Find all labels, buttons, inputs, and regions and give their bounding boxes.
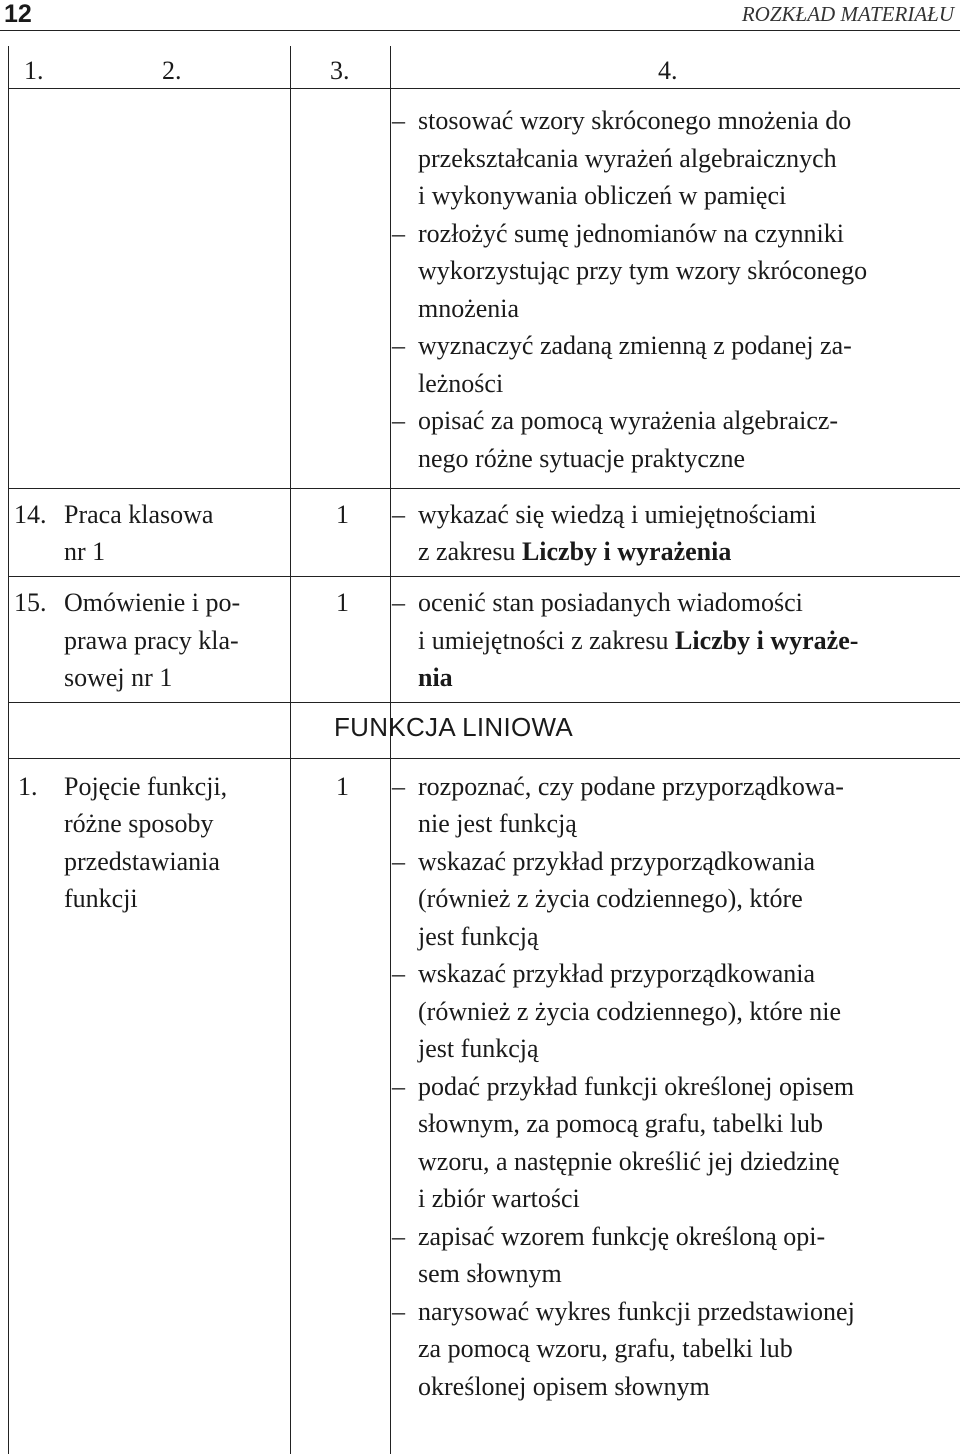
objective-line: nie jest funkcją [418, 809, 577, 838]
objective-line: nia [418, 663, 453, 692]
objective-line: za pomocą wzoru, grafu, tabelki lub [418, 1334, 793, 1363]
hours: 1 [336, 588, 349, 617]
page-header [0, 0, 960, 26]
objective-line: rozpoznać, czy podane przyporządkowa- [418, 772, 844, 801]
page-number: 12 [4, 0, 32, 28]
list-item-line: wykorzystując przy tym wzory skróconego [418, 256, 868, 285]
topic-line: Omówienie i po- [64, 588, 241, 617]
row-divider-14 [8, 488, 960, 489]
list-item-line: rozłożyć sumę jednomianów na czynniki [418, 219, 844, 248]
topic-line: prawa pracy kla- [64, 626, 239, 655]
list-item-line: nego różne sytuacje praktyczne [418, 444, 746, 473]
objective-line: i zbiór wartości [418, 1184, 580, 1213]
row-divider-section-end [8, 758, 960, 759]
topic-line: funkcji [64, 884, 138, 913]
column-divider-2 [290, 46, 291, 1454]
row-number: 1. [18, 772, 38, 801]
list-item-line: i wykonywania obliczeń w pamięci [418, 181, 787, 210]
column-header-3: 3. [330, 56, 350, 85]
objective-line: określonej opisem słownym [418, 1372, 710, 1401]
column-divider-3 [390, 46, 391, 1454]
running-title: ROZKŁAD MATERIAŁU [741, 2, 954, 26]
objective-line: wykazać się wiedzą i umiejętnościami [418, 500, 817, 529]
objective-line: podać przykład funkcji określonej opisem [418, 1072, 855, 1101]
topic-line: Praca klasowa [64, 500, 214, 529]
row-divider-section [8, 702, 960, 703]
row-divider-15 [8, 576, 960, 577]
header-rule [0, 30, 960, 31]
objective-line: z zakresu Liczby i wyrażenia [418, 537, 732, 566]
row-number: 14. [14, 500, 47, 529]
section-title: FUNKCJA LINIOWA [334, 712, 574, 742]
list-item-line: opisać za pomocą wyrażenia algebraicz- [418, 406, 839, 435]
hours: 1 [336, 500, 349, 529]
list-item-line: wyznaczyć zadaną zmienną z podanej za- [418, 331, 852, 360]
topic-line: różne sposoby [64, 809, 214, 838]
topic-line: sowej nr 1 [64, 663, 173, 692]
objective-line: (również z życia codziennego), które nie [418, 997, 842, 1026]
column-header-2: 2. [162, 56, 182, 85]
objective-line: wskazać przykład przyporządkowania [418, 959, 816, 988]
topic-line: przedstawiania [64, 847, 220, 876]
objective-line: jest funkcją [418, 922, 539, 951]
topic-line: nr 1 [64, 537, 106, 566]
table-left-border [8, 46, 9, 1454]
objective-line: i umiejętności z zakresu Liczby i wyraże- [418, 626, 859, 655]
list-item-line: przekształcania wyrażeń algebraicznych [418, 144, 837, 173]
objective-line: sem słownym [418, 1259, 562, 1288]
list-item-line: leżności [418, 369, 504, 398]
header-row-divider [8, 88, 960, 89]
topic-line: Pojęcie funkcji, [64, 772, 228, 801]
objective-line: (również z życia codziennego), które [418, 884, 803, 913]
list-item-line: stosować wzory skróconego mnożenia do [418, 106, 852, 135]
list-item-line: mnożenia [418, 294, 520, 323]
objective-line: wzoru, a następnie określić jej dziedzinę [418, 1147, 840, 1176]
objective-line: jest funkcją [418, 1034, 539, 1063]
column-header-4: 4. [658, 56, 678, 85]
objective-line: ocenić stan posiadanych wiadomości [418, 588, 803, 617]
curriculum-table: 1. 2. 3. 4. – stosować wzory skróconego mnożenia do przekształcania wyrażeń algebraicznych i wykonywania obliczeń w pamięci – rozłożyć sumę jednomianów na czynniki wykorzystując przy tym wzory skróconego mnożenia – wyznaczyć zadaną zmienną z podanej za- leżności – opisać za pomocą wyrażenia algebraicz- nego różne sytuacje praktyczne 14. Praca klasowa nr 1 1 – wykazać się wiedzą i umiejętnościami z zakresu Liczby i wyrażenia 15. Omówienie i po- prawa pracy kla- sowej nr 1 1 – ocenić stan posiadanych wiadomości i umiejętności z zakresu Liczby i wyraże- nia FUNKCJA LINIOWA 1. Pojęcie funkcji, różne sposoby przedstawiania funkcji 1 – rozpoznać, czy podane przyporządkowa- nie jest funkcją – wskazać przykład przyporządkowania (również z życia codziennego), które jest funkcją – wskazać przykład przyporządkowania (również z życia codziennego), które nie jest funkcją – podać przykład funkcji określonej opisem słownym, za pomocą grafu, tabelki lub wzoru, a następnie określić jej dziedzinę i zbiór wartości – zapisać wzorem funkcję określoną opi- sem słownym – narysować wykres funkcji przedstawionej za pomocą wzoru, grafu, tabelki lub określonej opisem słownym [8, 46, 960, 1454]
objective-line: wskazać przykład przyporządkowania [418, 847, 816, 876]
objective-line: zapisać wzorem funkcję określoną opi- [418, 1222, 826, 1251]
objective-line: słownym, za pomocą grafu, tabelki lub [418, 1109, 824, 1138]
column-header-1: 1. [24, 56, 44, 85]
row-number: 15. [14, 588, 47, 617]
objective-line: narysować wykres funkcji przedstawionej [418, 1297, 855, 1326]
hours: 1 [336, 772, 349, 801]
